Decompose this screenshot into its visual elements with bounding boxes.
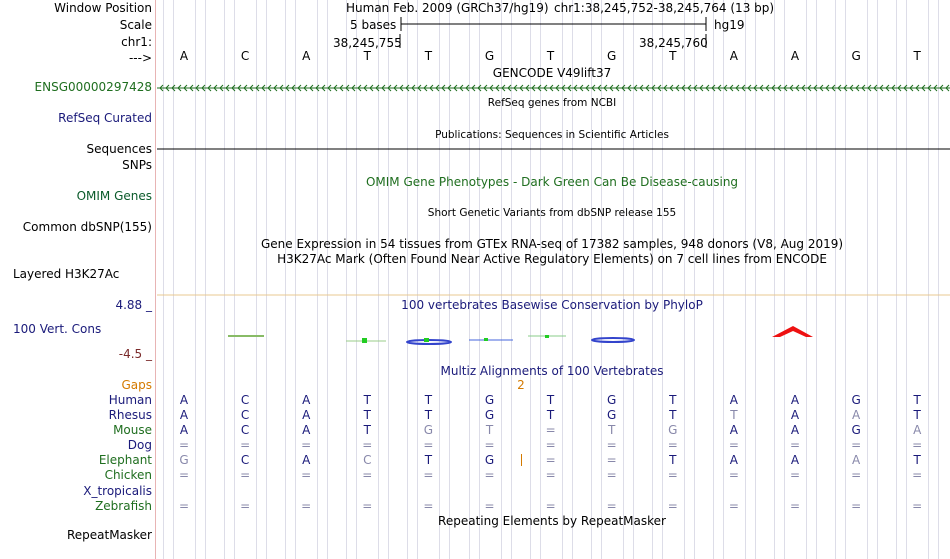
alignment-base: A <box>179 393 189 407</box>
alignment-base: G <box>484 408 495 422</box>
gene-id-label[interactable]: ENSG00000297428 <box>34 80 152 94</box>
alignment-base: = <box>912 438 923 452</box>
track-label-column <box>0 0 155 559</box>
alignment-base: = <box>362 468 373 482</box>
scale-label: Scale <box>119 18 152 32</box>
alignment-base: G <box>851 393 861 407</box>
dna-base: T <box>913 49 921 63</box>
alignment-base: = <box>728 468 739 482</box>
alignment-base: = <box>240 438 251 452</box>
alignment-base: A <box>790 423 800 437</box>
dna-base: A <box>179 49 189 63</box>
alignment-base: = <box>545 468 556 482</box>
refseq-track-title: RefSeq genes from NCBI <box>487 97 617 109</box>
alignment-base: A <box>790 408 800 422</box>
alignment-base: T <box>363 423 371 437</box>
alignment-base: A <box>179 423 189 437</box>
alignment-base: T <box>363 408 371 422</box>
window-position-label: Window Position <box>54 1 152 15</box>
alignment-base: T <box>546 408 555 422</box>
alignment-base: C <box>240 408 250 422</box>
alignment-base: = <box>240 499 251 513</box>
alignment-base: = <box>912 499 923 513</box>
alignment-base: = <box>484 438 495 452</box>
assembly-title: Human Feb. 2009 (GRCh37/hg19) <box>346 1 549 15</box>
alignment-base: T <box>424 453 433 467</box>
publications-track-title: Publications: Sequences in Scientific Articles <box>435 129 669 141</box>
repeatmasker-label[interactable]: RepeatMasker <box>66 528 152 542</box>
alignment-base: = <box>301 438 312 452</box>
alignment-base: T <box>608 423 616 437</box>
alignment-base: = <box>423 438 434 452</box>
alignment-base: = <box>667 468 678 482</box>
alignment-base: A <box>729 453 738 467</box>
dna-base: T <box>363 49 371 63</box>
dna-base: T <box>424 49 433 63</box>
alignment-base: G <box>607 408 617 422</box>
species-elephant-label: Elephant <box>98 453 152 467</box>
chromosome-label: chr1: <box>121 35 152 49</box>
alignment-base: A <box>302 423 311 437</box>
alignment-base: T <box>913 393 921 407</box>
dbsnp-track-title: Short Genetic Variants from dbSNP release 155 <box>427 207 677 219</box>
alignment-base: = <box>178 499 190 513</box>
alignment-base: = <box>851 468 862 482</box>
phylop-min-label: -4.5 _ <box>118 347 152 361</box>
position-range: chr1:38,245,752-38,245,764 (13 bp) <box>554 1 775 15</box>
alignment-base: T <box>669 453 677 467</box>
alignment-base: G <box>484 393 495 407</box>
alignment-base: A <box>851 453 861 467</box>
alignment-base: = <box>240 468 251 482</box>
alignment-base: A <box>302 453 311 467</box>
alignment-base: C <box>363 453 372 467</box>
alignment-base: A <box>729 423 738 437</box>
phylop-glyphs <box>228 326 813 344</box>
coordinate-right: 38,245,760 <box>639 36 708 50</box>
alignment-base: G <box>423 423 434 437</box>
alignment-base: T <box>485 423 494 437</box>
snps-label[interactable]: SNPs <box>122 158 152 172</box>
alignment-base: C <box>240 393 250 407</box>
species-dog-label: Dog <box>127 438 152 452</box>
alignment-base: T <box>669 393 677 407</box>
alignment-base: = <box>789 499 801 513</box>
coordinate-left: 38,245,755 <box>333 36 402 50</box>
alignment-base: C <box>240 423 250 437</box>
species-human-label: Human <box>108 393 152 407</box>
alignment-base: C <box>240 453 250 467</box>
phylop-max-label: 4.88 _ <box>115 298 152 312</box>
species-chicken-label: Chicken <box>104 468 152 482</box>
species-xtropicalis-label: X_tropicalis <box>83 484 152 498</box>
alignment-base: = <box>606 499 617 513</box>
alignment-base: A <box>790 453 800 467</box>
dna-base: A <box>729 49 738 63</box>
dna-base: G <box>484 49 495 63</box>
alignment-base: = <box>606 468 617 482</box>
alignment-base: = <box>545 453 556 467</box>
dna-base: T <box>669 49 677 63</box>
alignment-base: T <box>363 393 371 407</box>
omim-track-title: OMIM Gene Phenotypes - Dark Green Can Be Disease-causing <box>365 175 739 189</box>
common-dbsnp-label[interactable]: Common dbSNP(155) <box>22 220 152 234</box>
gaps-count: 2 <box>517 378 525 392</box>
alignment-base: = <box>789 438 801 452</box>
alignment-base: = <box>912 468 923 482</box>
alignment-base: = <box>851 438 862 452</box>
alignment-base: A <box>913 423 922 437</box>
alignment-base: = <box>178 438 190 452</box>
gencode-track-title: GENCODE V49lift37 <box>492 66 612 80</box>
alignment-base: = <box>423 468 434 482</box>
alignment-base: = <box>728 499 739 513</box>
gtex-track-title: Gene Expression in 54 tissues from GTEx RNA-seq of 17382 samples, 948 donors (V8, Aug 2019) <box>260 237 844 251</box>
alignment-base: = <box>301 468 312 482</box>
dna-base: T <box>546 49 555 63</box>
alignment-base: = <box>362 499 373 513</box>
alignment-base: = <box>545 438 556 452</box>
alignment-base: G <box>484 453 495 467</box>
alignment-base: = <box>545 423 556 437</box>
dna-base: G <box>851 49 861 63</box>
alignment-base: A <box>302 393 311 407</box>
dna-base: G <box>607 49 617 63</box>
alignment-base: T <box>730 408 738 422</box>
alignment-base: = <box>178 468 190 482</box>
alignment-base: A <box>179 408 189 422</box>
alignment-base: = <box>301 499 312 513</box>
scale-bases: 5 bases <box>350 18 397 32</box>
alignment-base: T <box>913 408 921 422</box>
repeatmasker-track-title: Repeating Elements by RepeatMasker <box>438 514 666 528</box>
alignment-base: = <box>789 468 801 482</box>
alignment-base: = <box>667 499 678 513</box>
alignment-base: T <box>913 453 921 467</box>
gaps-label[interactable]: Gaps <box>121 378 152 392</box>
alignment-base: G <box>607 393 617 407</box>
alignment-base: T <box>424 393 433 407</box>
scale-assembly: hg19 <box>714 18 745 32</box>
alignment-base: = <box>606 438 617 452</box>
species-mouse-label: Mouse <box>113 423 152 437</box>
alignment-base: T <box>669 408 677 422</box>
dna-base: C <box>240 49 250 63</box>
sequences-label[interactable]: Sequences <box>86 142 152 156</box>
alignment-base: = <box>851 499 862 513</box>
alignment-base: A <box>729 393 738 407</box>
alignment-base: = <box>728 438 739 452</box>
insertion-marker <box>521 454 522 466</box>
alignment-base: A <box>790 393 800 407</box>
alignment-base: = <box>667 438 678 452</box>
alignment-base: T <box>546 393 555 407</box>
refseq-curated-label[interactable]: RefSeq Curated <box>58 111 152 125</box>
multiz-track-title: Multiz Alignments of 100 Vertebrates <box>440 364 664 378</box>
alignment-base: A <box>851 408 861 422</box>
alignment-base: G <box>179 453 189 467</box>
alignment-base: = <box>484 468 495 482</box>
species-zebrafish-label: Zebrafish <box>95 499 152 513</box>
phylop-track-title: 100 vertebrates Basewise Conservation by PhyloP <box>401 298 703 312</box>
dna-base: A <box>790 49 800 63</box>
alignment-base: = <box>606 453 617 467</box>
h3k27ac-label[interactable]: Layered H3K27Ac <box>13 267 120 281</box>
alignment-base: G <box>668 423 678 437</box>
alignment-base: = <box>423 499 434 513</box>
genome-browser-image[interactable] <box>156 0 950 559</box>
vert-cons-label[interactable]: 100 Vert. Cons <box>13 322 102 336</box>
omim-genes-label[interactable]: OMIM Genes <box>76 189 152 203</box>
strand-arrow-label[interactable]: ---> <box>128 51 152 65</box>
alignment-base: G <box>851 423 861 437</box>
alignment-base: = <box>362 438 373 452</box>
alignment-base: T <box>424 408 433 422</box>
species-rhesus-label: Rhesus <box>108 408 152 422</box>
alignment-base: A <box>302 408 311 422</box>
dna-base: A <box>302 49 311 63</box>
alignment-base: = <box>484 499 495 513</box>
h3k27ac-track-title: H3K27Ac Mark (Often Found Near Active Regulatory Elements) on 7 cell lines from ENCODE <box>277 252 827 266</box>
alignment-base: = <box>545 499 556 513</box>
